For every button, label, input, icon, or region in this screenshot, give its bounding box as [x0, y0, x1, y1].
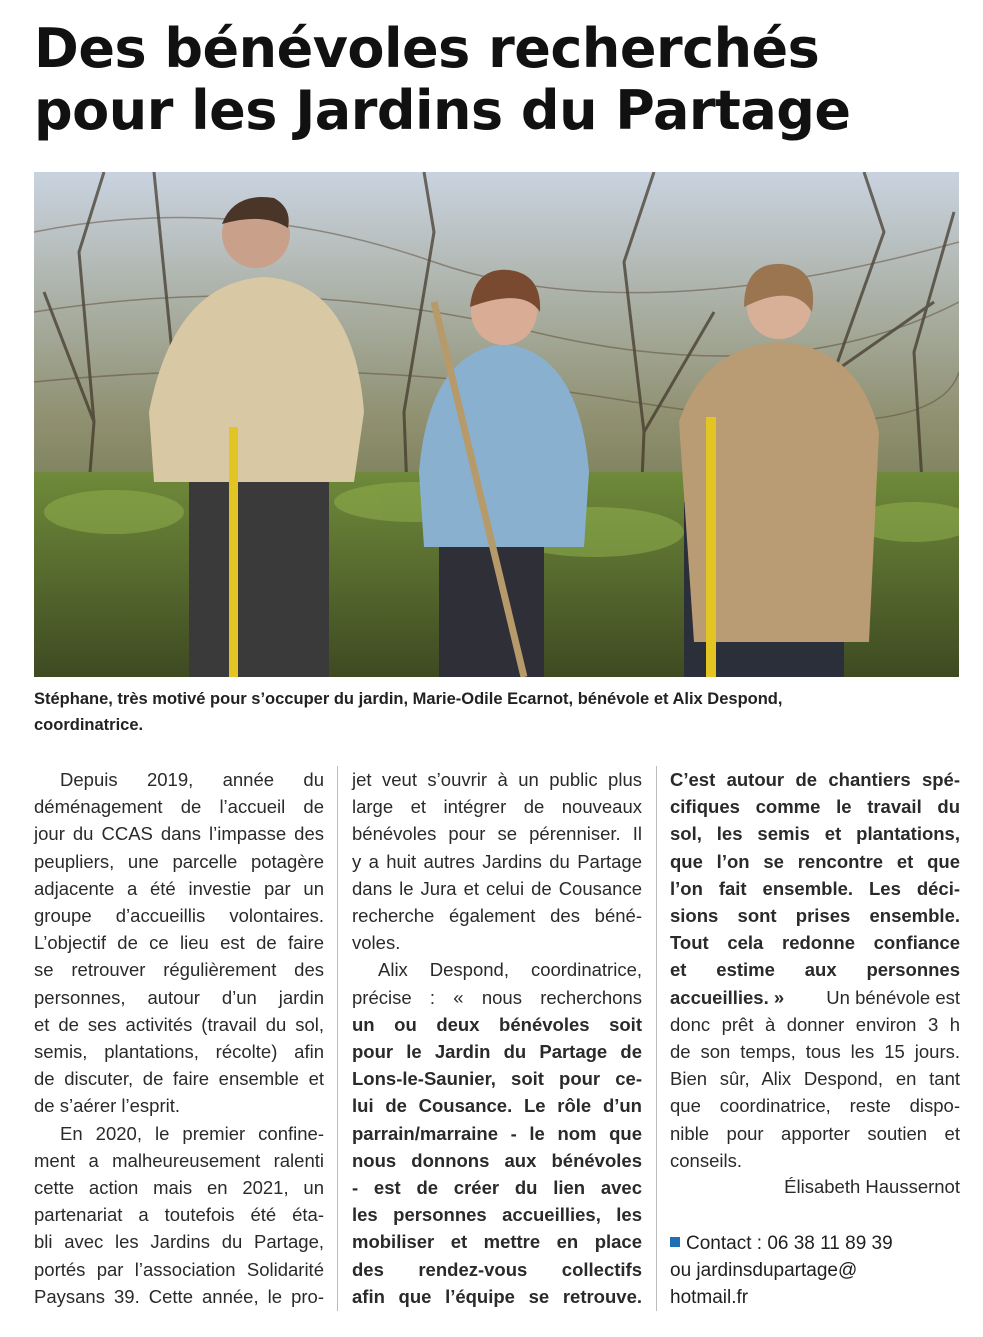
quote-line: Lons-le-Saunier, soit pour ce- [352, 1068, 642, 1090]
quote-line: lui de Cousance. Le rôle d’un [352, 1095, 642, 1117]
quote-line: que l’on se rencontre et que [670, 850, 960, 872]
contact-phone: Contact : 06 38 11 89 39 [686, 1233, 893, 1254]
quote-line: nous donnons aux bénévoles [352, 1149, 642, 1171]
text-line: peupliers, une parcelle potagère [34, 850, 324, 872]
text-line: de s’aérer l’esprit. [34, 1095, 181, 1117]
text-line: adjacente a été investie par un [34, 877, 324, 899]
contact-email-line-1: ou jardinsdupartage@ [670, 1260, 858, 1281]
text-line: large et intégrer de nouveaux [352, 796, 642, 818]
headline-line-1: Des bénévoles recherchés [34, 17, 820, 80]
text-line: de son temps, tous les 15 jours. [670, 1041, 960, 1063]
text-line: cette action mais en 2021, un [34, 1177, 324, 1199]
text-line [670, 984, 960, 1011]
text-line: bénévoles pour se pérenniser. Il [352, 823, 642, 845]
text-line: Bien sûr, Alix Despond, en tant [670, 1068, 960, 1090]
column-divider [656, 766, 657, 1311]
contact-email-line-2: hotmail.fr [670, 1287, 749, 1308]
text-line: bli avec les Jardins du Partage, [34, 1231, 324, 1253]
text-line: et de ses activités (travail du sol, [34, 1013, 324, 1035]
text-line: partenariat a toutefois été éta- [34, 1204, 324, 1226]
text-line: donc prêt à donner environ 3 h [670, 1013, 960, 1035]
text-line: conseils. [670, 1149, 742, 1171]
quote-line: cifiques comme le travail du [670, 796, 960, 818]
quote-line: un ou deux bénévoles soit [352, 1013, 642, 1035]
caption-line-1: Stéphane, très motivé pour s’occuper du jardin, Marie-Odile Ecarnot, bénévole et Alix Despond, [34, 690, 783, 708]
text-line: jet veut s’ouvrir à un public plus [352, 769, 642, 790]
quote-line: pour le Jardin du Partage de [352, 1041, 642, 1063]
text-line: recherche également des béné- [352, 905, 642, 927]
quote-line: parrain/marraine - le nom que [352, 1122, 642, 1144]
quote-line: les personnes accueillies, les [352, 1204, 642, 1226]
quote-line: Tout cela redonne confiance [670, 932, 960, 954]
text-fragment: Un bénévole est [821, 986, 960, 1008]
text-line: précise : « nous recherchons [352, 986, 642, 1008]
text-line: que coordinatrice, reste dispo- [670, 1095, 960, 1117]
text-line: Alix Despond, coordinatrice, [378, 959, 642, 981]
quote-line: afin que l’équipe se retrouve. [352, 1285, 642, 1307]
quote-line: mobiliser et mettre en place [352, 1231, 642, 1253]
quote-line: - est de créer du lien avec [352, 1177, 642, 1199]
text-line: En 2020, le premier confine- [60, 1122, 324, 1144]
text-line: y a huit autres Jardins du Partage [352, 850, 642, 872]
contact-box [670, 1230, 960, 1311]
article-column-2 [352, 766, 642, 1310]
quote-end: accueillies. » [670, 986, 785, 1008]
author-signature: Élisabeth Haussernot [784, 1176, 960, 1197]
photo-caption [34, 686, 959, 738]
headline-line-2: pour les Jardins du Partage [34, 79, 851, 142]
column-divider [337, 766, 338, 1311]
text-line: jour du CCAS dans l’impasse des [34, 823, 324, 845]
garden-volunteers-photo-icon [34, 172, 959, 677]
quote-line: et estime aux personnes [670, 959, 960, 981]
text-line: L’objectif de ce lieu est de faire [34, 932, 324, 954]
article-column-3 [670, 766, 960, 1174]
article-column-1 [34, 766, 324, 1310]
text-line: Depuis 2019, année du [60, 769, 324, 790]
text-line: nible pour apporter soutien et [670, 1122, 960, 1144]
text-line: déménagement de l’accueil de [34, 796, 324, 818]
text-line: portés par l’association Solidarité [34, 1258, 324, 1280]
quote-line: C’est autour de chantiers spé- [670, 769, 960, 790]
quote-line: l’on fait ensemble. Les déci- [670, 877, 960, 899]
text-line: de discuter, de faire ensemble et [34, 1068, 324, 1090]
contact-phone-line [670, 1230, 960, 1257]
text-line: dans le Jura et celui de Cousance [352, 877, 642, 899]
square-bullet-icon [670, 1237, 680, 1247]
quote-line: sol, les semis et plantations, [670, 823, 960, 845]
text-line: semis, plantations, récolte) afin [34, 1041, 324, 1063]
caption-line-2: coordinatrice. [34, 716, 144, 734]
text-line: Paysans 39. Cette année, le pro- [34, 1285, 324, 1307]
text-line: voles. [352, 932, 401, 954]
article-headline [34, 18, 964, 142]
text-line: se retrouver régulièrement des [34, 959, 324, 981]
text-line: ment a malheureusement ralenti [34, 1149, 324, 1171]
text-line: groupe d’accueillis volontaires. [34, 905, 324, 927]
quote-line: sions sont prises ensemble. [670, 905, 960, 927]
quote-line: des rendez-vous collectifs [352, 1258, 642, 1280]
text-line: personnes, autour d’un jardin [34, 986, 324, 1008]
article-photo [34, 172, 959, 677]
